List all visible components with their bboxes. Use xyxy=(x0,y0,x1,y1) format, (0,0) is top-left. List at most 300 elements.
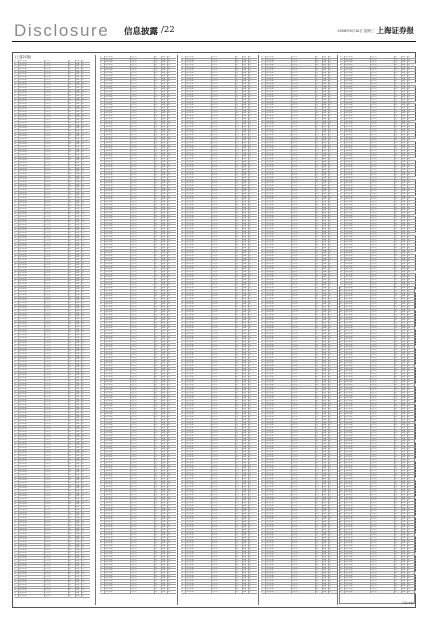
table-cell: 0 xyxy=(69,227,76,229)
table-cell: 证券名称 xyxy=(266,252,292,254)
table-cell: 持有人 xyxy=(292,236,316,238)
table-cell: 0 xyxy=(155,475,162,477)
table-cell: 证券名称 xyxy=(105,142,131,144)
table-cell: 0 xyxy=(100,314,105,316)
table-cell: 0 xyxy=(14,544,19,546)
table-cell: 0 xyxy=(168,348,170,351)
table-cell: 0 xyxy=(249,453,251,456)
table-cell: 证券名称 xyxy=(19,267,45,269)
table-cell: 0.0 xyxy=(76,385,82,387)
table-cell: 0 xyxy=(69,474,76,476)
table-cell: 0 xyxy=(82,191,84,194)
table-cell: 0 xyxy=(100,529,105,531)
table-cell: 0 xyxy=(329,260,331,262)
table-cell: 0 xyxy=(236,368,243,370)
table-cell: 持有人 xyxy=(212,190,236,192)
table-cell: 0 xyxy=(249,322,251,324)
table-cell: 0 xyxy=(100,295,105,297)
table-cell: 持有人 xyxy=(292,83,316,85)
table-cell: 0.0 xyxy=(162,325,168,327)
table-cell: 证券名称 xyxy=(266,142,292,144)
table-cell: 0 xyxy=(155,198,162,200)
table-cell: 证券名称 xyxy=(186,86,212,88)
table-cell: 证券名称 xyxy=(105,59,131,61)
table-cell: 0 xyxy=(329,316,331,319)
table-cell: 0 xyxy=(181,198,186,200)
table-cell: 证券名称 xyxy=(266,193,292,195)
table-cell: 持有人 xyxy=(45,79,69,81)
table-cell: 0 xyxy=(249,123,251,125)
table-cell: 0.0 xyxy=(162,518,168,520)
table-cell: 持有人 xyxy=(45,227,69,229)
table-cell: 持有人 xyxy=(131,241,155,243)
table-cell: 0 xyxy=(100,534,105,536)
table-cell: 0 xyxy=(249,440,251,442)
table-cell: 证券名称 xyxy=(266,239,292,241)
table-cell: 0 xyxy=(329,131,331,133)
table-cell: 0 xyxy=(82,495,84,498)
table-cell: 0 xyxy=(249,569,251,571)
table-cell: 持有人 xyxy=(131,548,155,550)
table-cell: 0.0 xyxy=(76,216,82,218)
table-cell: 持有人 xyxy=(131,61,155,63)
table-cell: 持有人 xyxy=(212,362,236,364)
table-cell: 证券名称 xyxy=(266,201,292,203)
table-cell: 0 xyxy=(316,131,323,133)
table-cell: 0 xyxy=(69,552,76,554)
table-cell: 0 xyxy=(181,317,186,319)
table-cell: 0.0 xyxy=(162,381,168,383)
table-cell: 证券名称 xyxy=(186,575,212,577)
table-cell: 0.0 xyxy=(162,306,168,308)
table-cell: 0 xyxy=(168,394,170,397)
table-cell: 0 xyxy=(100,462,105,464)
table-cell: 证券名称 xyxy=(266,185,292,187)
table-cell: 0.0 xyxy=(323,207,329,209)
table-cell: 0 xyxy=(69,455,76,457)
table-cell: 0 xyxy=(100,389,105,391)
table-cell: 0 xyxy=(249,211,251,214)
table-cell: 0 xyxy=(69,506,76,508)
table-cell: 持有人 xyxy=(45,106,69,108)
table-cell: 0.0 xyxy=(76,326,82,328)
table-cell: 0 xyxy=(168,198,170,201)
table-cell: 持有人 xyxy=(292,201,316,203)
table-cell: 0 xyxy=(168,558,170,561)
table-cell: 0 xyxy=(316,241,323,243)
table-cell: 0 xyxy=(236,532,243,534)
table-cell: 0 xyxy=(82,519,84,522)
table-cell: 0 xyxy=(236,276,243,278)
table-cell: 0 xyxy=(168,152,170,155)
table-cell: 证券名称 xyxy=(105,370,131,372)
table-cell: 0 xyxy=(69,415,76,417)
table-cell: 持有人 xyxy=(131,497,155,499)
table-cell: 0.0 xyxy=(323,346,329,348)
table-cell: 0 xyxy=(168,268,170,270)
table-cell: 0 xyxy=(14,334,19,336)
table-cell: 0 xyxy=(82,124,84,127)
table-cell: 0 xyxy=(14,192,19,194)
table-cell: 持有人 xyxy=(131,532,155,534)
table-cell: 0 xyxy=(69,431,76,433)
table-cell: 0 xyxy=(236,134,243,136)
table-cell: 持有人 xyxy=(292,61,316,63)
table-cell: 0 xyxy=(155,247,162,249)
table-cell: 0.0 xyxy=(243,473,249,475)
table-cell: 0.0 xyxy=(162,521,168,523)
table-cell: 0 xyxy=(82,347,84,350)
table-cell: 0 xyxy=(261,241,266,243)
table-cell: 0 xyxy=(155,413,162,415)
table-cell: 证券名称 xyxy=(105,408,131,410)
table-cell: 0 xyxy=(82,226,84,229)
table-cell: 0.0 xyxy=(76,587,82,589)
table-cell: 0 xyxy=(316,75,323,77)
table-cell: 0 xyxy=(168,472,170,475)
table-cell: 持有人 xyxy=(45,151,69,153)
table-cell: 0 xyxy=(236,516,243,518)
table-cell: 持有人 xyxy=(212,279,236,281)
table-cell: 0 xyxy=(14,315,19,317)
table-cell: 证券名称 xyxy=(266,115,292,117)
table-cell: 证券名称 xyxy=(186,384,212,386)
table-cell: 证券名称 xyxy=(19,442,45,444)
table-cell: 0 xyxy=(168,391,170,394)
table-cell: 证券名称 xyxy=(105,443,131,445)
table-cell: 证券名称 xyxy=(19,571,45,573)
table-cell: 证券名称 xyxy=(19,374,45,376)
table-cell: 0.0 xyxy=(76,399,82,401)
table-cell: 0 xyxy=(100,75,105,77)
table-cell: 0.0 xyxy=(323,247,329,249)
table-cell: 证券名称 xyxy=(266,72,292,74)
table-cell: 0 xyxy=(14,584,19,586)
table-cell: 0 xyxy=(14,205,19,207)
table-cell: 0.0 xyxy=(243,115,249,117)
table-cell: 持有人 xyxy=(212,330,236,332)
table-cell: 0 xyxy=(100,64,105,66)
table-cell: 证券名称 xyxy=(186,266,212,268)
table-cell: 0.0 xyxy=(243,497,249,499)
table-cell: 0 xyxy=(261,341,266,343)
table-cell: 0.0 xyxy=(76,245,82,247)
table-cell: 0 xyxy=(100,228,105,230)
table-cell: 0.0 xyxy=(162,403,168,405)
table-cell: 0.0 xyxy=(162,188,168,190)
table-cell: 0 xyxy=(181,185,186,187)
table-cell: 持有人 xyxy=(131,473,155,475)
table-cell: 0 xyxy=(329,322,331,324)
table-cell: 0 xyxy=(181,290,186,292)
table-cell: 0 xyxy=(236,209,243,211)
table-cell: 0 xyxy=(82,481,84,484)
table-cell: 0 xyxy=(236,67,243,69)
table-cell: 0 xyxy=(14,181,19,183)
table-cell: 0 xyxy=(69,302,76,304)
table-cell: 0 xyxy=(316,169,323,171)
table-cell: 证券名称 xyxy=(105,279,131,281)
table-cell: 0 xyxy=(168,305,170,308)
table-cell: 0.0 xyxy=(323,290,329,292)
table-cell: 0.0 xyxy=(243,185,249,187)
table-cell: 0.0 xyxy=(243,239,249,241)
table-cell: 0 xyxy=(236,145,243,147)
table-cell: 0 xyxy=(181,164,186,166)
table-cell: 0 xyxy=(14,111,19,113)
table-cell: 证券名称 xyxy=(186,451,212,453)
table-cell: 持有人 xyxy=(45,436,69,438)
table-cell: 0 xyxy=(181,155,186,157)
table-cell: 0 xyxy=(168,467,170,469)
table-cell: 0 xyxy=(181,225,186,227)
table-cell: 0 xyxy=(155,583,162,585)
table-cell: 持有人 xyxy=(212,298,236,300)
table-cell: 0 xyxy=(249,421,251,424)
table-cell: 0.0 xyxy=(162,67,168,69)
table-cell: 0.0 xyxy=(162,129,168,131)
table-cell: 0 xyxy=(100,387,105,389)
table-cell: 0.0 xyxy=(243,529,249,531)
table-cell: 0 xyxy=(261,172,266,174)
table-cell: 0 xyxy=(168,179,170,182)
table-cell: 持有人 xyxy=(212,198,236,200)
table-cell: 0 xyxy=(168,539,170,542)
table-cell: 0 xyxy=(316,338,323,340)
table-cell: 持有人 xyxy=(131,56,155,58)
table-cell: 0 xyxy=(249,338,251,340)
table-cell: 持有人 xyxy=(292,153,316,155)
table-cell: 0 xyxy=(316,322,323,324)
table-cell: 证券名称 xyxy=(19,305,45,307)
table-cell: 0.0 xyxy=(323,325,329,327)
table-cell: 0 xyxy=(155,368,162,370)
table-cell: 0.0 xyxy=(162,432,168,434)
table-cell: 0 xyxy=(14,63,19,65)
table-cell: 0.0 xyxy=(243,99,249,101)
table-cell: 0.0 xyxy=(76,331,82,333)
table-cell: 0 xyxy=(249,448,251,451)
table-cell: 0 xyxy=(82,156,84,159)
table-cell: 0 xyxy=(82,242,84,245)
table-cell: 持有人 xyxy=(212,233,236,235)
table-cell: 0 xyxy=(155,556,162,558)
table-cell: 0 xyxy=(100,217,105,219)
table-cell: 0 xyxy=(181,303,186,305)
table-cell: 0 xyxy=(181,524,186,526)
table-cell: 持有人 xyxy=(45,84,69,86)
table-cell: 0 xyxy=(168,77,170,80)
table-cell: 0 xyxy=(155,239,162,241)
table-cell: 0.0 xyxy=(76,350,82,352)
table-cell: 0 xyxy=(14,256,19,258)
table-cell: 0.0 xyxy=(323,212,329,214)
table-cell: 证券名称 xyxy=(186,524,212,526)
table-cell: 0 xyxy=(329,133,331,136)
table-cell: 持有人 xyxy=(212,268,236,270)
table-cell: 持有人 xyxy=(212,155,236,157)
table-cell: 证券名称 xyxy=(105,567,131,569)
table-cell: 持有人 xyxy=(45,272,69,274)
table-cell: 0.0 xyxy=(162,166,168,168)
table-cell: 0 xyxy=(82,148,84,151)
table-cell: 0 xyxy=(100,250,105,252)
table-cell: 证券名称 xyxy=(105,139,131,141)
table-cell: 0 xyxy=(181,448,186,450)
table-cell: 0 xyxy=(181,266,186,268)
table-cell: 0.0 xyxy=(76,364,82,366)
table-cell: 持有人 xyxy=(212,110,236,112)
table-cell: 0 xyxy=(155,405,162,407)
table-cell: 0 xyxy=(261,290,266,292)
table-cell: 持有人 xyxy=(212,118,236,120)
table-cell: 0.0 xyxy=(76,501,82,503)
table-cell: 持有人 xyxy=(45,262,69,264)
table-cell: 0.0 xyxy=(76,509,82,511)
table-cell: 0.0 xyxy=(76,471,82,473)
table-cell: 0 xyxy=(14,506,19,508)
table-cell: 证券名称 xyxy=(186,279,212,281)
table-cell: 0 xyxy=(155,567,162,569)
table-cell: 0 xyxy=(155,424,162,426)
table-cell: 0.0 xyxy=(243,357,249,359)
table-cell: 0 xyxy=(69,369,76,371)
table-cell: 持有人 xyxy=(45,95,69,97)
table-cell: 证券名称 xyxy=(266,344,292,346)
table-cell: 持有人 xyxy=(212,78,236,80)
table-cell: 0 xyxy=(69,232,76,234)
table-cell: 0 xyxy=(329,230,331,233)
table-cell: 0 xyxy=(168,537,170,539)
table-cell: 0 xyxy=(69,533,76,535)
table-cell: 持有人 xyxy=(212,588,236,590)
table-cell: 持有人 xyxy=(45,549,69,551)
table-cell: 0 xyxy=(168,402,170,405)
table-cell: 0 xyxy=(155,274,162,276)
table-cell: 0 xyxy=(82,116,84,119)
table-cell: 0 xyxy=(249,577,251,580)
table-cell: 0 xyxy=(316,252,323,254)
table-cell: 0 xyxy=(69,331,76,333)
table-cell: 0.0 xyxy=(162,104,168,106)
table-cell: 0.0 xyxy=(162,204,168,206)
table-cell: 0 xyxy=(236,91,243,93)
column-divider xyxy=(95,55,96,605)
table-cell: 0 xyxy=(249,144,251,147)
table-cell: 0 xyxy=(14,503,19,505)
table-cell: 0 xyxy=(329,201,331,203)
table-cell: 证券名称 xyxy=(186,330,212,332)
table-cell: 持有人 xyxy=(212,115,236,117)
table-cell: 0 xyxy=(261,147,266,149)
table-cell: 0 xyxy=(155,131,162,133)
table-cell: 0 xyxy=(236,139,243,141)
table-cell: 0 xyxy=(181,341,186,343)
table-cell: 0 xyxy=(168,550,170,553)
table-cell: 持有人 xyxy=(292,147,316,149)
table-cell: 0 xyxy=(14,267,19,269)
table-cell: 0 xyxy=(261,94,266,96)
table-cell: 0.0 xyxy=(76,447,82,449)
table-cell: 0.0 xyxy=(243,319,249,321)
table-cell: 0 xyxy=(155,188,162,190)
table-cell: 持有人 xyxy=(131,392,155,394)
table-cell: 持有人 xyxy=(131,422,155,424)
table-cell: 0 xyxy=(236,223,243,225)
table-cell: 证券名称 xyxy=(105,529,131,531)
table-cell: 持有人 xyxy=(292,86,316,88)
table-cell: 0 xyxy=(316,228,323,230)
table-cell: 0.0 xyxy=(76,116,82,118)
table-cell: 0 xyxy=(100,147,105,149)
table-cell: 0 xyxy=(69,361,76,363)
table-cell: 0 xyxy=(14,555,19,557)
table-cell: 0 xyxy=(82,428,84,430)
table-cell: 0 xyxy=(316,147,323,149)
page-number: /22 xyxy=(161,25,175,35)
table-cell: 0 xyxy=(236,123,243,125)
table-cell: 0 xyxy=(100,446,105,448)
table-cell: 证券名称 xyxy=(266,164,292,166)
table-cell: 0 xyxy=(82,374,84,377)
table-cell: 0 xyxy=(181,483,186,485)
table-cell: 0 xyxy=(249,90,251,93)
table-cell: 0 xyxy=(168,357,170,359)
table-cell: 证券名称 xyxy=(105,481,131,483)
table-cell: 0 xyxy=(181,80,186,82)
table-cell: 证券名称 xyxy=(19,302,45,304)
table-cell: 持有人 xyxy=(292,75,316,77)
table-cell: 0.0 xyxy=(162,397,168,399)
table-cell: 证券名称 xyxy=(19,342,45,344)
table-cell: 持有人 xyxy=(131,346,155,348)
table-cell: 0 xyxy=(249,241,251,244)
table-cell: 0 xyxy=(100,585,105,587)
table-cell: 0 xyxy=(249,257,251,260)
table-cell: 0 xyxy=(155,150,162,152)
table-cell: 0 xyxy=(329,279,331,281)
table-cell: 0.0 xyxy=(243,112,249,114)
table-cell: 0 xyxy=(236,174,243,176)
table-cell: 持有人 xyxy=(45,383,69,385)
table-cell: 0 xyxy=(168,254,170,257)
table-cell: 证券名称 xyxy=(105,129,131,131)
table-cell: 证券名称 xyxy=(186,508,212,510)
table-cell: 0 xyxy=(69,555,76,557)
table-cell: 持有人 xyxy=(131,448,155,450)
table-cell: 持有人 xyxy=(292,169,316,171)
table-cell: 0 xyxy=(316,260,323,262)
table-cell: 持有人 xyxy=(292,107,316,109)
table-cell: 0 xyxy=(100,220,105,222)
table-cell: 0 xyxy=(69,272,76,274)
table-cell: 0 xyxy=(181,209,186,211)
table-cell: 0.0 xyxy=(76,127,82,129)
table-cell: 0 xyxy=(316,317,323,319)
table-cell: 0 xyxy=(249,434,251,437)
table-cell: 0.0 xyxy=(323,129,329,131)
table-cell: 持有人 xyxy=(45,326,69,328)
column-divider xyxy=(177,55,178,605)
table-cell: 0 xyxy=(329,273,331,276)
table-cell: 0 xyxy=(100,381,105,383)
table-cell: 0 xyxy=(100,467,105,469)
table-cell: 0 xyxy=(181,497,186,499)
table-cell: 0 xyxy=(236,193,243,195)
table-cell: 证券名称 xyxy=(186,236,212,238)
table-cell: 0.0 xyxy=(323,255,329,257)
table-cell: 0 xyxy=(236,110,243,112)
